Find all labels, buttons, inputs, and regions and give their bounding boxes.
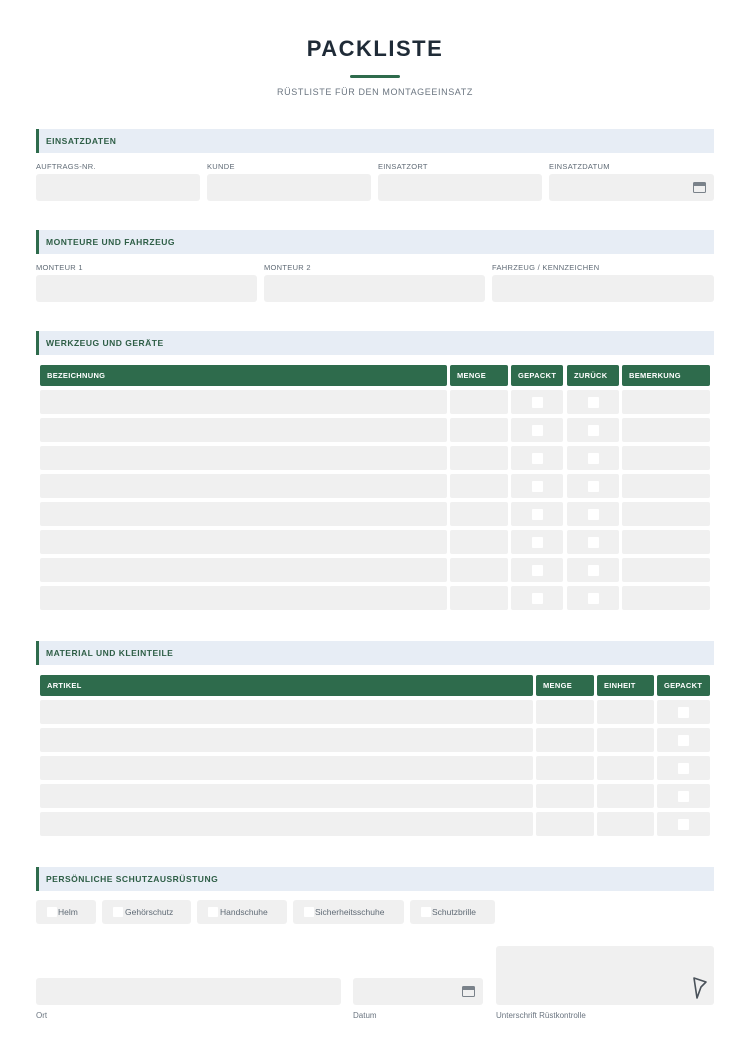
- werkzeug-cell-gepackt[interactable]: [511, 446, 563, 470]
- werkzeug-cell-bemerkung[interactable]: [622, 418, 710, 442]
- calendar-icon[interactable]: [462, 986, 475, 997]
- kunde-label: KUNDE: [207, 162, 235, 171]
- psa-label: Gehörschutz: [125, 907, 174, 917]
- material-checkbox-gepackt[interactable]: [678, 791, 689, 802]
- material-col-artikel: ARTIKEL: [40, 675, 533, 696]
- section-monteure-header: MONTEURE UND FAHRZEUG: [36, 230, 714, 254]
- calendar-icon[interactable]: [693, 182, 706, 193]
- werkzeug-cell-zurueck[interactable]: [567, 446, 619, 470]
- signature-field[interactable]: [496, 946, 714, 1005]
- monteur2-field[interactable]: [264, 275, 485, 302]
- psa-item-helm[interactable]: [36, 900, 96, 924]
- datum-field[interactable]: [353, 978, 483, 1005]
- material-cell-gepackt[interactable]: [657, 728, 710, 752]
- werkzeug-checkbox-zurueck[interactable]: [588, 509, 599, 520]
- einsatzort-label: EINSATZORT: [378, 162, 428, 171]
- psa-item-gehoerschutz[interactable]: [102, 900, 191, 924]
- psa-item-sicherheitsschuhe[interactable]: [293, 900, 404, 924]
- werkzeug-checkbox-gepackt[interactable]: [532, 425, 543, 436]
- werkzeug-cell-bezeichnung[interactable]: [40, 446, 447, 470]
- werkzeug-cell-zurueck[interactable]: [567, 474, 619, 498]
- material-cell-gepackt[interactable]: [657, 756, 710, 780]
- auftragsnr-label: AUFTRAGS-NR.: [36, 162, 96, 171]
- werkzeug-cell-bezeichnung[interactable]: [40, 474, 447, 498]
- einsatzdatum-label: EINSATZDATUM: [549, 162, 610, 171]
- section-werkzeug-header: WERKZEUG UND GERÄTE: [36, 331, 714, 355]
- material-cell-einheit[interactable]: [597, 756, 654, 780]
- material-col-einheit: EINHEIT: [597, 675, 654, 696]
- werkzeug-cell-gepackt[interactable]: [511, 418, 563, 442]
- material-cell-artikel[interactable]: [40, 700, 533, 724]
- material-col-gepackt: GEPACKT: [657, 675, 710, 696]
- werkzeug-cell-gepackt[interactable]: [511, 586, 563, 610]
- werkzeug-cell-bezeichnung[interactable]: [40, 530, 447, 554]
- werkzeug-col-zurueck: ZURÜCK: [567, 365, 619, 386]
- material-cell-artikel[interactable]: [40, 784, 533, 808]
- material-checkbox-gepackt[interactable]: [678, 819, 689, 830]
- werkzeug-cell-gepackt[interactable]: [511, 530, 563, 554]
- psa-checkbox[interactable]: [47, 907, 57, 917]
- material-cell-menge[interactable]: [536, 784, 594, 808]
- material-cell-gepackt[interactable]: [657, 700, 710, 724]
- werkzeug-cell-gepackt[interactable]: [511, 558, 563, 582]
- material-cell-einheit[interactable]: [597, 812, 654, 836]
- werkzeug-cell-zurueck[interactable]: [567, 530, 619, 554]
- werkzeug-cell-menge[interactable]: [450, 418, 508, 442]
- monteur1-label: MONTEUR 1: [36, 263, 83, 272]
- material-cell-artikel[interactable]: [40, 812, 533, 836]
- werkzeug-cell-zurueck[interactable]: [567, 502, 619, 526]
- werkzeug-col-bezeichnung: BEZEICHNUNG: [40, 365, 447, 386]
- werkzeug-checkbox-zurueck[interactable]: [588, 453, 599, 464]
- werkzeug-checkbox-zurueck[interactable]: [588, 425, 599, 436]
- einsatzort-field[interactable]: [378, 174, 542, 201]
- werkzeug-cell-bemerkung[interactable]: [622, 502, 710, 526]
- werkzeug-cell-bemerkung[interactable]: [622, 446, 710, 470]
- material-checkbox-gepackt[interactable]: [678, 763, 689, 774]
- werkzeug-cell-gepackt[interactable]: [511, 474, 563, 498]
- werkzeug-cell-bemerkung[interactable]: [622, 474, 710, 498]
- psa-item-handschuhe[interactable]: [197, 900, 287, 924]
- monteur2-label: MONTEUR 2: [264, 263, 311, 272]
- fahrzeug-field[interactable]: [492, 275, 714, 302]
- psa-label: Sicherheitsschuhe: [315, 907, 385, 917]
- werkzeug-cell-menge[interactable]: [450, 390, 508, 414]
- psa-label: Schutzbrille: [432, 907, 476, 917]
- title-underline: [350, 75, 400, 78]
- werkzeug-cell-bemerkung[interactable]: [622, 586, 710, 610]
- psa-item-schutzbrille[interactable]: [410, 900, 495, 924]
- werkzeug-cell-bemerkung[interactable]: [622, 390, 710, 414]
- werkzeug-checkbox-gepackt[interactable]: [532, 509, 543, 520]
- kunde-field[interactable]: [207, 174, 371, 201]
- werkzeug-cell-menge[interactable]: [450, 586, 508, 610]
- psa-checkbox[interactable]: [208, 907, 218, 917]
- einsatzdatum-field[interactable]: [549, 174, 714, 201]
- werkzeug-col-menge: MENGE: [450, 365, 508, 386]
- section-einsatzdaten-header: EINSATZDATEN: [36, 129, 714, 153]
- werkzeug-cell-bezeichnung[interactable]: [40, 502, 447, 526]
- page-subtitle: RÜSTLISTE FÜR DEN MONTAGEEINSATZ: [277, 87, 473, 97]
- werkzeug-cell-menge[interactable]: [450, 446, 508, 470]
- werkzeug-cell-menge[interactable]: [450, 502, 508, 526]
- section-material-header: MATERIAL UND KLEINTEILE: [36, 641, 714, 665]
- psa-checkbox[interactable]: [113, 907, 123, 917]
- werkzeug-cell-menge[interactable]: [450, 558, 508, 582]
- werkzeug-cell-gepackt[interactable]: [511, 502, 563, 526]
- material-cell-menge[interactable]: [536, 700, 594, 724]
- psa-label: Handschuhe: [220, 907, 268, 917]
- werkzeug-cell-bemerkung[interactable]: [622, 530, 710, 554]
- werkzeug-cell-bezeichnung[interactable]: [40, 586, 447, 610]
- werkzeug-cell-zurueck[interactable]: [567, 418, 619, 442]
- material-cell-gepackt[interactable]: [657, 784, 710, 808]
- werkzeug-checkbox-zurueck[interactable]: [588, 565, 599, 576]
- datum-label: Datum: [353, 1011, 377, 1020]
- material-col-menge: MENGE: [536, 675, 594, 696]
- werkzeug-cell-bezeichnung[interactable]: [40, 390, 447, 414]
- material-checkbox-gepackt[interactable]: [678, 707, 689, 718]
- monteur1-field[interactable]: [36, 275, 257, 302]
- material-checkbox-gepackt[interactable]: [678, 735, 689, 746]
- werkzeug-cell-zurueck[interactable]: [567, 390, 619, 414]
- section-psa-header: PERSÖNLICHE SCHUTZAUSRÜSTUNG: [36, 867, 714, 891]
- material-cell-einheit[interactable]: [597, 700, 654, 724]
- werkzeug-checkbox-gepackt[interactable]: [532, 593, 543, 604]
- werkzeug-checkbox-gepackt[interactable]: [532, 453, 543, 464]
- material-cell-artikel[interactable]: [40, 756, 533, 780]
- werkzeug-cell-bezeichnung[interactable]: [40, 418, 447, 442]
- page-title: PACKLISTE: [306, 36, 444, 61]
- werkzeug-checkbox-gepackt[interactable]: [532, 565, 543, 576]
- material-cell-menge[interactable]: [536, 812, 594, 836]
- werkzeug-checkbox-gepackt[interactable]: [532, 397, 543, 408]
- material-cell-einheit[interactable]: [597, 784, 654, 808]
- pen-icon: [692, 976, 708, 1000]
- material-cell-einheit[interactable]: [597, 728, 654, 752]
- psa-checkbox[interactable]: [304, 907, 314, 917]
- werkzeug-cell-menge[interactable]: [450, 474, 508, 498]
- werkzeug-cell-gepackt[interactable]: [511, 390, 563, 414]
- signature-label: Unterschrift Rüstkontrolle: [496, 1011, 586, 1020]
- material-cell-gepackt[interactable]: [657, 812, 710, 836]
- werkzeug-checkbox-zurueck[interactable]: [588, 593, 599, 604]
- psa-label: Helm: [58, 907, 78, 917]
- werkzeug-cell-bemerkung[interactable]: [622, 558, 710, 582]
- material-cell-artikel[interactable]: [40, 728, 533, 752]
- werkzeug-checkbox-zurueck[interactable]: [588, 537, 599, 548]
- material-cell-menge[interactable]: [536, 728, 594, 752]
- werkzeug-checkbox-zurueck[interactable]: [588, 481, 599, 492]
- werkzeug-col-bemerkung: BEMERKUNG: [622, 365, 710, 386]
- werkzeug-cell-zurueck[interactable]: [567, 586, 619, 610]
- werkzeug-cell-bezeichnung[interactable]: [40, 558, 447, 582]
- fahrzeug-label: FAHRZEUG / KENNZEICHEN: [492, 263, 600, 272]
- werkzeug-cell-zurueck[interactable]: [567, 558, 619, 582]
- psa-checkbox[interactable]: [421, 907, 431, 917]
- werkzeug-checkbox-gepackt[interactable]: [532, 481, 543, 492]
- werkzeug-col-gepackt: GEPACKT: [511, 365, 563, 386]
- werkzeug-checkbox-zurueck[interactable]: [588, 397, 599, 408]
- auftragsnr-field[interactable]: [36, 174, 200, 201]
- ort-field[interactable]: [36, 978, 341, 1005]
- werkzeug-checkbox-gepackt[interactable]: [532, 537, 543, 548]
- ort-label: Ort: [36, 1011, 48, 1020]
- material-cell-menge[interactable]: [536, 756, 594, 780]
- werkzeug-cell-menge[interactable]: [450, 530, 508, 554]
